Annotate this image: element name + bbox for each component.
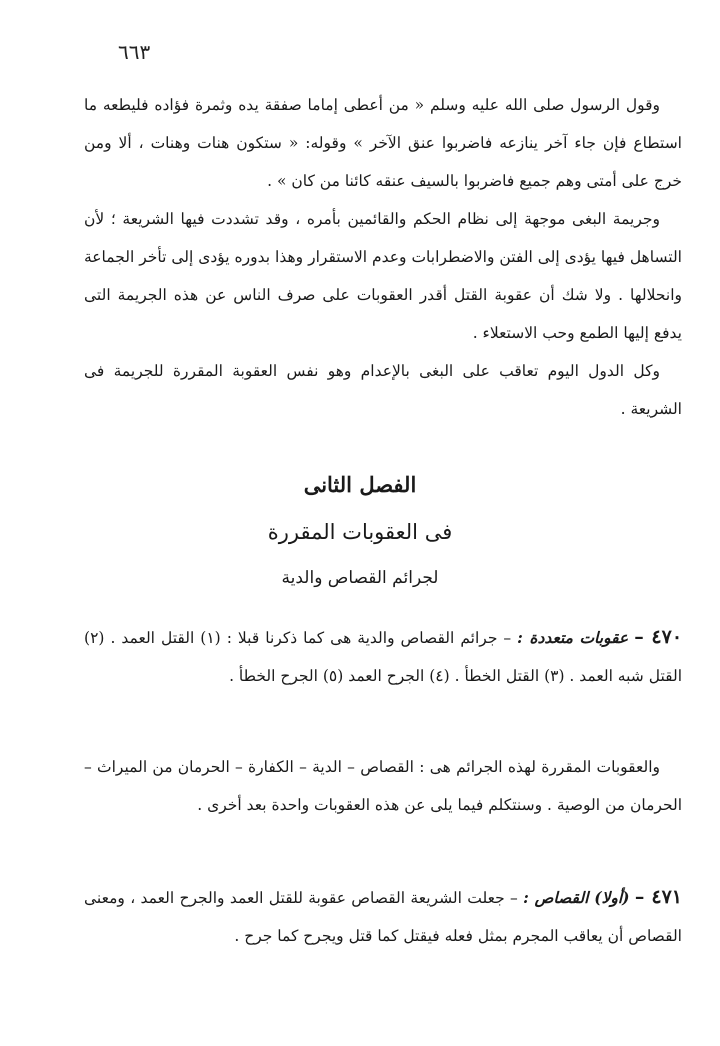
section-470-number: ٤٧٠ – bbox=[634, 626, 683, 648]
section-470 bbox=[84, 618, 682, 695]
section-471-term: (أولا) القصاص : bbox=[523, 888, 630, 907]
section-471-paragraph bbox=[84, 878, 682, 955]
hadith-paragraph: وقول الرسول صلى الله عليه وسلم « من أعطى إماما صفقة يده وثمرة فؤاده فليطعه ما استطاع فإن جاء آخر ينازعه فاضربوا عنق الآخر » وقوله: « ستكون هنات وهنات ، ألا ومن خرج على أمتى وهم جميع فاضربوا بالسيف عنقه كائنا من كان » . bbox=[84, 96, 682, 190]
subsection-title: لجرائم القصاص والدية bbox=[281, 568, 439, 588]
penalties-paragraph: والعقوبات المقررة لهذه الجرائم هى : القصاص – الدية – الكفارة – الحرمان من الميراث – الحرمان من الوصية . وسنتكلم فيما يلى عن هذه العقوبات واحدة بعد أخرى . bbox=[84, 758, 682, 814]
modern-states-paragraph: وكل الدول اليوم تعاقب على البغى بالإعدام وهو نفس العقوبة المقررة للجريمة فى الشريعة . bbox=[84, 362, 682, 418]
section-470-paragraph bbox=[84, 618, 682, 695]
intro-text-block bbox=[84, 86, 682, 428]
section-title: فى العقوبات المقررة bbox=[267, 520, 453, 544]
page-number: ٦٦٣ bbox=[118, 40, 151, 64]
section-471-number: ٤٧١ – bbox=[634, 886, 682, 908]
rebellion-paragraph: وجريمة البغى موجهة إلى نظام الحكم والقائمين بأمره ، وقد تشددت فيها الشريعة ؛ لأن التساهل فيها يؤدى إلى الفتن والاضطرابات وعدم الاستقرار وهذا بدوره يؤدى إلى تأخر الجماعة وانحلالها . ولا شك أن عقوبة القتل أقدر العقوبات على صرف الناس عن هذه الجريمة التى يدفع إليها الطمع وحب الاستعلاء . bbox=[84, 210, 682, 342]
section-471 bbox=[84, 878, 682, 955]
chapter-title: الفصل الثانى bbox=[303, 472, 417, 497]
penalties-block bbox=[84, 748, 682, 824]
section-471-text: – جعلت الشريعة القصاص عقوبة للقتل العمد والجرح العمد ، ومعنى القصاص أن يعاقب المجرم بمثل فعله فيقتل كما قتل ويجرح كما جرح . bbox=[84, 889, 682, 945]
section-470-text: – جرائم القصاص والدية هى كما ذكرنا قبلا : (١) القتل العمد . (٢) القتل شبه العمد . (٣) القتل الخطأ . (٤) الجرح العمد (٥) الجرح الخطأ . bbox=[84, 629, 682, 685]
section-470-term: عقوبات متعددة : bbox=[517, 628, 629, 647]
